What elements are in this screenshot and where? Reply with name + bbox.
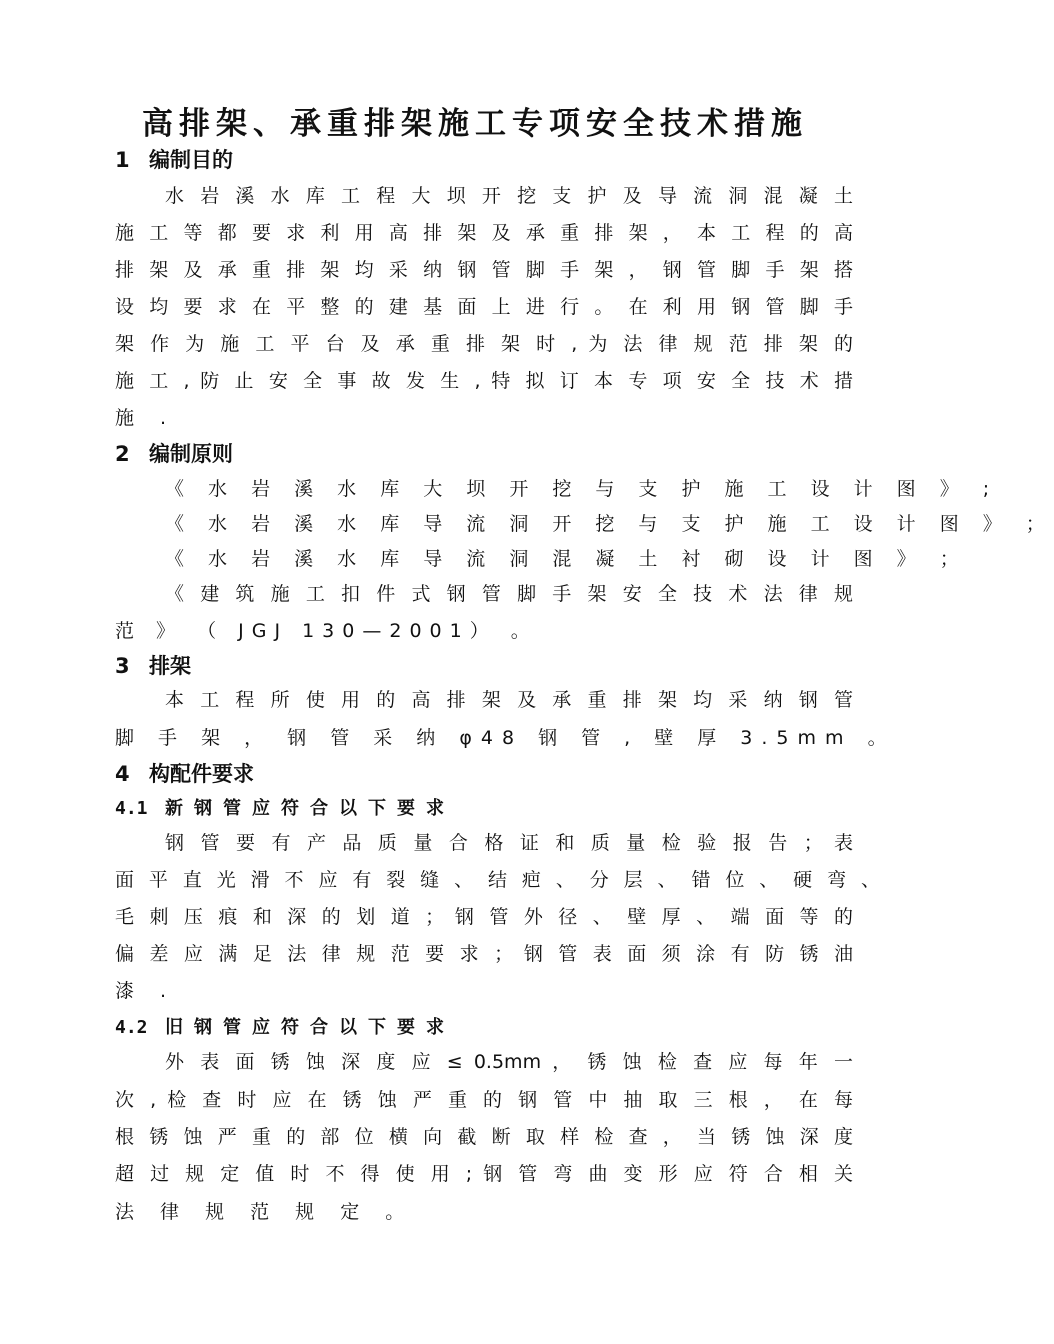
paragraph-line: 次 , 检 查 时 应 在 锈 蚀 严 重 的 钢 管 中 抽 取 三 根 ， 在 每 — [115, 1089, 853, 1111]
subsection-4-1-heading — [115, 796, 455, 822]
section-number: 2 — [115, 442, 130, 466]
paragraph-line: 根 锈 蚀 严 重 的 部 位 横 向 截 断 取 样 检 查 ， 当 锈 蚀 深 度 — [115, 1126, 853, 1148]
reference-line: 《 水 岩 溪 水 库 导 流 洞 开 挖 与 支 护 施 工 设 计 图 》 ； — [165, 513, 1054, 535]
reference-line: 范 》 （ JGJ 130—2001） 。 — [115, 620, 538, 642]
subsection-4-2-heading — [115, 1015, 455, 1041]
paragraph-line: 法 律 规 范 规 定 。 — [115, 1201, 415, 1223]
paragraph-line: 超 过 规 定 值 时 不 得 使 用 ; 钢 管 弯 曲 变 形 应 符 合 相 关 — [115, 1163, 853, 1185]
paragraph-line: 脚 手 架 ， 钢 管 采 纳 φ48 钢 管 , 壁 厚 3.5mm 。 — [115, 727, 896, 749]
section-title: 编制原则 — [149, 442, 233, 466]
section-title: 编制目的 — [149, 148, 233, 172]
reference-line: 《 水 岩 溪 水 库 导 流 洞 混 凝 土 衬 砌 设 计 图 》 ； — [165, 548, 968, 570]
paragraph-line: 施 工 等 都 要 求 利 用 高 排 架 及 承 重 排 架 ， 本 工 程 的 高 — [115, 222, 853, 244]
subsection-number: 4.1 — [115, 798, 148, 819]
paragraph-line: 漆 . — [115, 980, 177, 1002]
section-title: 排架 — [149, 654, 191, 678]
paragraph-line: 偏 差 应 满 足 法 律 规 范 要 求 ； 钢 管 表 面 须 涂 有 防 锈 油 — [115, 943, 853, 965]
section-title: 构配件要求 — [149, 762, 254, 786]
document-title: 高排架、承重排架施工专项安全技术措施 — [142, 106, 808, 142]
section-number: 1 — [115, 148, 130, 172]
section-1-heading — [115, 146, 233, 174]
subsection-title: 旧钢管应符合以下要求 — [165, 1017, 455, 1038]
paragraph-line: 排 架 及 承 重 排 架 均 采 纳 钢 管 脚 手 架 ， 钢 管 脚 手 架 搭 — [115, 259, 853, 281]
paragraph-line: 设 均 要 求 在 平 整 的 建 基 面 上 进 行 。 在 利 用 钢 管 脚 手 — [115, 296, 853, 318]
subsection-title: 新钢管应符合以下要求 — [165, 798, 455, 819]
section-number: 3 — [115, 654, 130, 678]
paragraph-line: 水 岩 溪 水 库 工 程 大 坝 开 挖 支 护 及 导 流 洞 混 凝 土 — [165, 185, 853, 207]
paragraph-line: 施 工 , 防 止 安 全 事 故 发 生 , 特 拟 订 本 专 项 安 全 技 术 措 — [115, 370, 853, 392]
paragraph-line: 钢 管 要 有 产 品 质 量 合 格 证 和 质 量 检 验 报 告 ； 表 — [165, 832, 853, 854]
paragraph-line: 本 工 程 所 使 用 的 高 排 架 及 承 重 排 架 均 采 纳 钢 管 — [165, 689, 853, 711]
reference-line: 《 水 岩 溪 水 库 大 坝 开 挖 与 支 护 施 工 设 计 图 》 ; — [165, 478, 999, 500]
section-2-heading — [115, 440, 233, 468]
section-number: 4 — [115, 762, 130, 786]
reference-line: 《 建 筑 施 工 扣 件 式 钢 管 脚 手 架 安 全 技 术 法 律 规 — [165, 583, 853, 605]
paragraph-line: 毛 刺 压 痕 和 深 的 划 道 ； 钢 管 外 径 、 壁 厚 、 端 面 等 的 — [115, 906, 853, 928]
paragraph-line: 面 平 直 光 滑 不 应 有 裂 缝 、 结 疤 、 分 层 、 错 位 、 硬 弯 、 — [115, 869, 880, 891]
section-4-heading — [115, 760, 254, 788]
subsection-number: 4.2 — [115, 1017, 148, 1038]
section-3-heading — [115, 652, 191, 680]
paragraph-line: 架 作 为 施 工 平 台 及 承 重 排 架 时 , 为 法 律 规 范 排 架 的 — [115, 333, 853, 355]
paragraph-line: 外 表 面 锈 蚀 深 度 应 ≤ 0.5mm ， 锈 蚀 检 查 应 每 年 一 — [165, 1051, 853, 1073]
paragraph-line: 施 . — [115, 407, 177, 429]
